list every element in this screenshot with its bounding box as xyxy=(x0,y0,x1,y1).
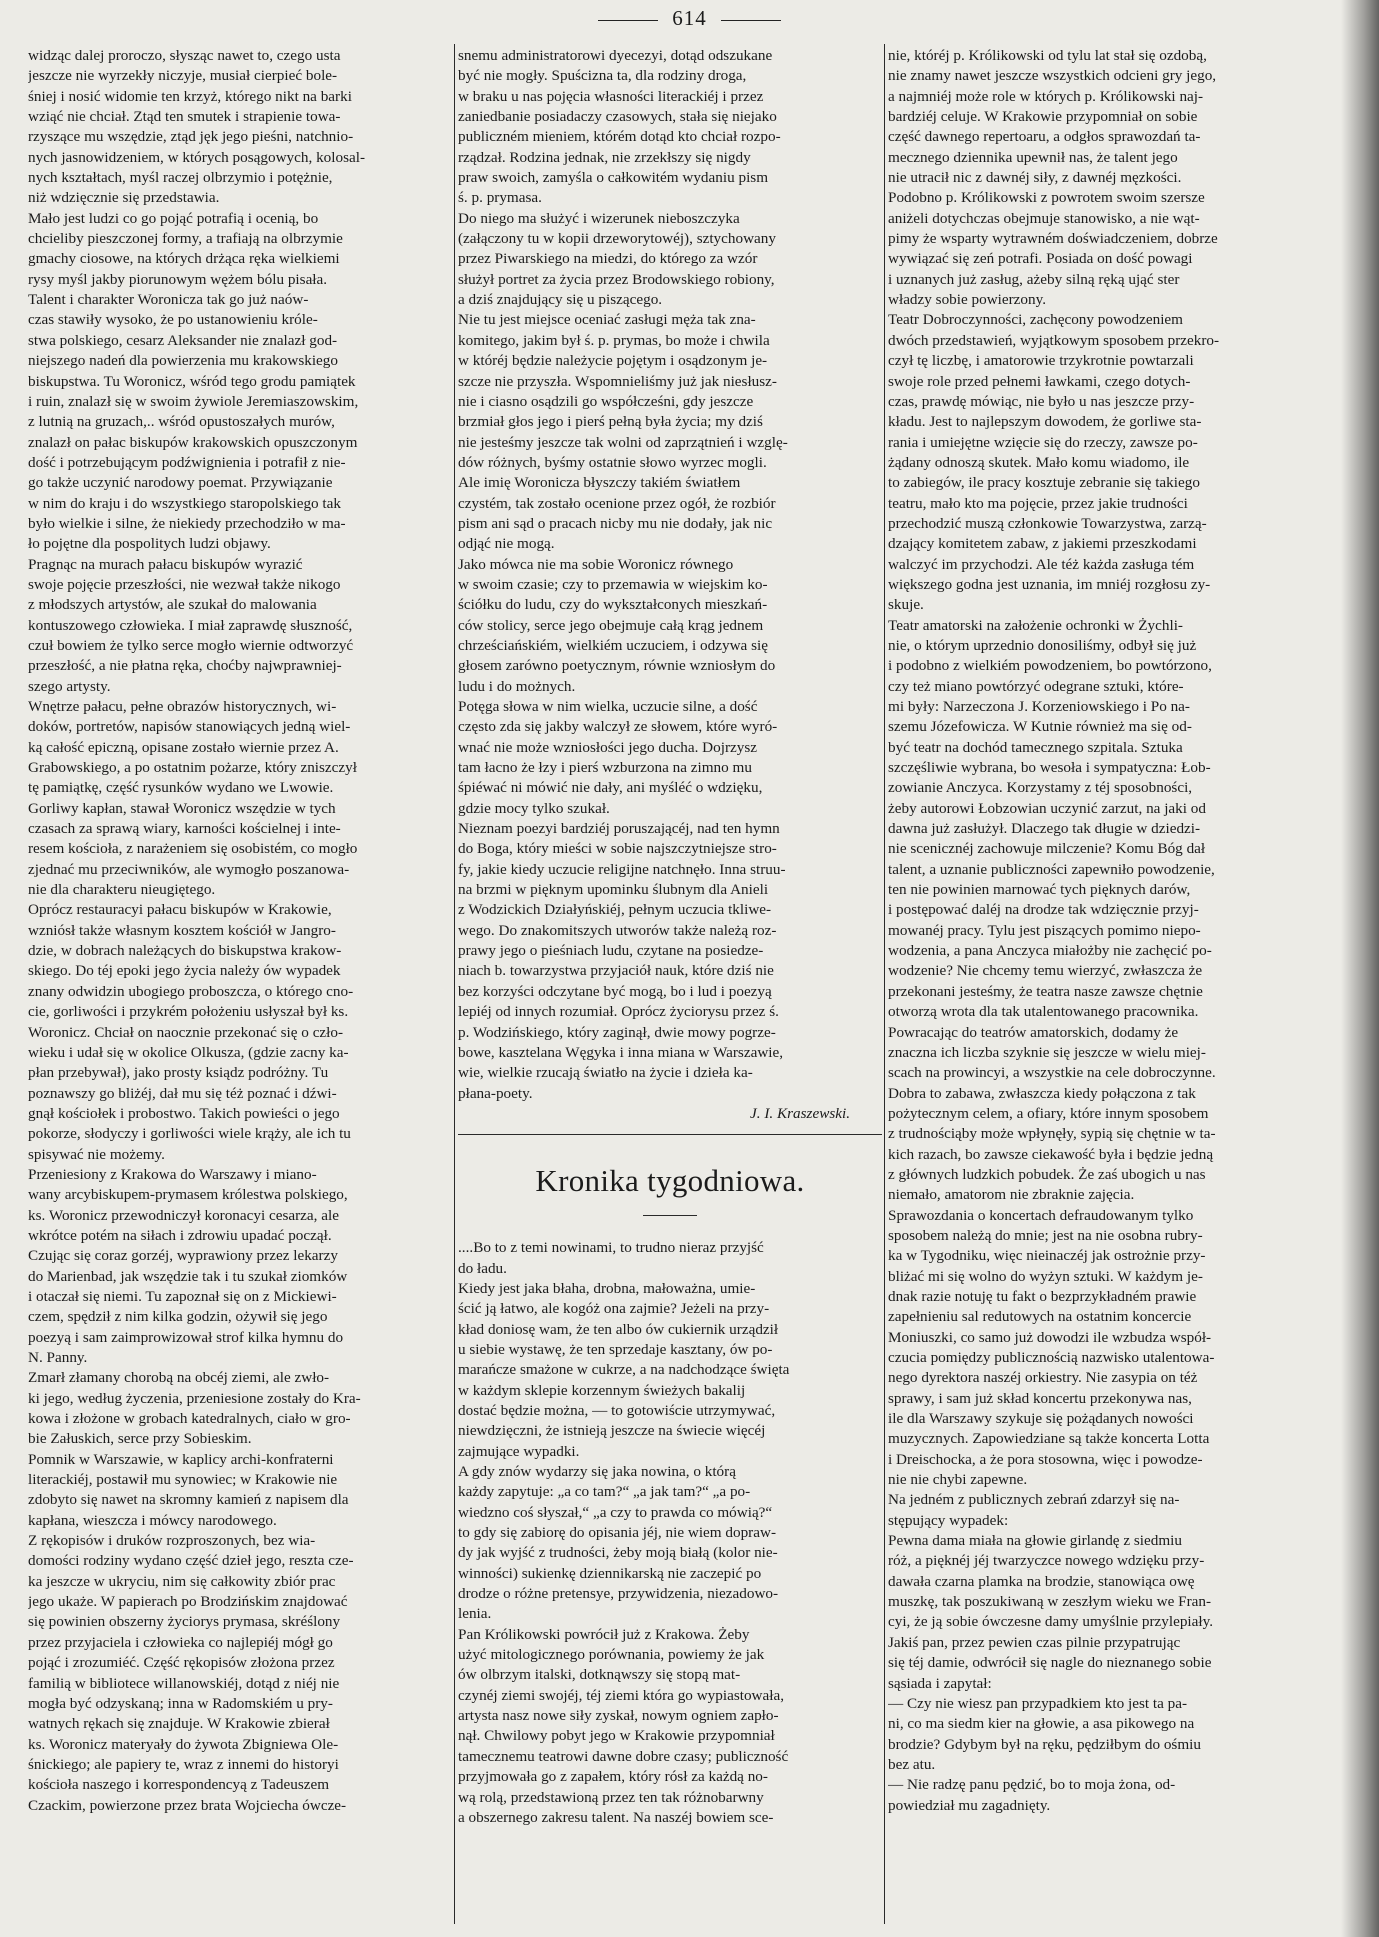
text-line: Talent i charakter Woronicza tak go już naów- xyxy=(28,291,309,309)
text-line: wodzenie? Nie chcemy temu wierzyć, zwłaszcza że xyxy=(888,962,1203,980)
text-line: z głównych ludzkich pobudek. Że zaś ubogich u nas xyxy=(888,1165,1206,1183)
text-line: być nie mogły. Spuścizna ta, dla rodziny droga, xyxy=(458,67,747,85)
text-line: Grabowskiego, a po ostatnim pożarze, który zniszczył xyxy=(28,759,357,777)
text-line: róż, a pięknéj jéj twarzyczce nowego wdzięku przy- xyxy=(888,1552,1205,1570)
page-number-right-dash xyxy=(721,20,781,21)
column-3 xyxy=(888,46,1314,1928)
text-line: stwa polskiego, cesarz Aleksander nie znalazł god- xyxy=(28,331,338,349)
text-line: zajmujące wypadki. xyxy=(458,1442,580,1460)
text-line: niach b. towarzystwa przyjaciół nauk, które dziś nie xyxy=(458,962,774,980)
text-line: wziąć nie chciał. Ztąd ten smutek i strapienie towa- xyxy=(28,108,341,126)
text-line: nie nie chybi zapewne. xyxy=(888,1471,1028,1489)
text-line: szcze nie przyszła. Wspomnieliśmy już jak niesłusz- xyxy=(458,372,777,390)
text-line: Jako mówca nie ma sobie Woronicz równego xyxy=(458,555,734,573)
text-line: Z rękopisów i druków rozproszonych, bez wia- xyxy=(28,1532,316,1550)
text-line: wkrótce potém na siłach i zdrowiu upadać począł. xyxy=(28,1226,332,1244)
text-line: chrześciańskiém, wielkiém uczuciem, i odzywa się xyxy=(458,636,768,654)
text-line: rysy myśl jakby piorunowym wężem bólu pisała. xyxy=(28,270,328,288)
text-line: kład doniosę wam, że ten albo ów cukiernik urządził xyxy=(458,1320,779,1338)
text-line: tę pamiątkę, część rysunków wydano we Lwowie. xyxy=(28,779,334,797)
text-line: ni, co ma siedm kier na głowie, a asa pikowego na xyxy=(888,1715,1195,1733)
text-line: biskupstwa. Tu Woronicz, wśród tego grodu pamiątek xyxy=(28,372,356,390)
text-line: Kiedy jest jaka błaha, drobna, małoważna, umie- xyxy=(458,1279,756,1297)
text-line: Woronicz. Chciał on naocznie przekonać się o czło- xyxy=(28,1023,344,1041)
text-line: Dobra to zabawa, zwłaszcza kiedy połączona z tak xyxy=(888,1084,1196,1102)
text-line: ile dla Warszawy szykuje się pożądanych nowości xyxy=(888,1410,1194,1428)
text-line: Potęga słowa w nim wielka, uczucie silne, a dość xyxy=(458,698,758,715)
text-line: przechodzić muszą członkowie Towarzystwa, zarzą- xyxy=(888,514,1207,532)
text-line: śpiéwać ni mówić nie dały, ani myśléć o wdzięku, xyxy=(458,779,763,797)
text-line: ką całość epiczną, opisane zostało wiernie przez A. xyxy=(28,738,339,756)
text-line: znany odwidzin ubogiego proboszcza, o którego cno- xyxy=(28,982,354,1000)
text-line: dy jak wyjść z trudności, żeby moją białą (kolor nie- xyxy=(458,1544,778,1562)
text-line: płan przebywał), jako prosty ksiądz podróżny. Tu xyxy=(28,1064,329,1082)
text-line: Gorliwy kapłan, stawał Woronicz wszędzie w tych xyxy=(28,799,336,817)
text-line: ka w Tygodniku, więc nieinaczéj jak ostrożnie przy- xyxy=(888,1247,1206,1265)
text-line: wzniósł także własnym kosztem kościół w Jangro- xyxy=(28,921,336,939)
text-line: pożytecznym celem, a ofiary, które innym sposobem xyxy=(888,1104,1209,1122)
text-line: służył portret za życia przez Brodowskiego robiony, xyxy=(458,270,775,288)
text-line: dzie, w dobrach należących do biskupstwa krakow- xyxy=(28,942,342,960)
text-line: Pan Królikowski powrócił już z Krakowa. Żeby xyxy=(458,1625,750,1643)
text-line: mowanéj pracy. Tylu jest piszących pomimo niepo- xyxy=(888,921,1201,939)
text-line: żądany odnoszą skutek. Mało komu wiadomo, ile xyxy=(888,453,1190,471)
column-divider-2 xyxy=(884,44,885,1924)
text-line: śniej i nosić widomie ten krzyż, którego nikt na barki xyxy=(28,87,352,105)
column-1 xyxy=(28,46,452,1928)
text-line: Mało jest ludzi co go pojąć potrafią i ocenią, bo xyxy=(28,209,319,227)
text-line: mecznego dziennika upewnił nas, że talent jego xyxy=(888,148,1178,166)
text-line: nie, o którym uprzednio donosiliśmy, odbył się już xyxy=(888,636,1197,654)
text-line: ów olbrzym italski, dotknąwszy się stopą mat- xyxy=(458,1666,741,1684)
text-line: niemało, amatorom nie zbraknie zajęcia. xyxy=(888,1186,1135,1204)
text-line: Pragnąc na murach pałacu biskupów wyrazić xyxy=(28,555,303,573)
text-line: pojąć i zrozumiéć. Część rękopisów złożona przez xyxy=(28,1654,335,1672)
text-line: wodzenia, a pana Anczyca miałożby nie zachęcić po- xyxy=(888,942,1212,960)
text-line: czy też miano powtórzyć odegrane sztuki, które- xyxy=(888,677,1184,695)
text-line: p. Wodzińskiego, który zaginął, dwie mowy pogrze- xyxy=(458,1023,776,1041)
text-line: bliżać mi się wolno do wyżyn sztuki. W każdym je- xyxy=(888,1267,1203,1285)
text-line: a najmniéj może role w których p. Królikowski naj- xyxy=(888,87,1204,105)
text-line: czynéj ziemi swojéj, téj ziemi która go wypiastowała, xyxy=(458,1686,785,1704)
text-line: gdzie mocy tylko szukał. xyxy=(458,799,610,817)
text-line: Przeniesiony z Krakowa do Warszawy i miano- xyxy=(28,1165,317,1183)
text-line: ks. Woronicz materyały do żywota Zbigniewa Ole- xyxy=(28,1735,339,1753)
text-line: to gdy się zabiorę do opisania jéj, nie wiem dopraw- xyxy=(458,1524,777,1542)
text-line: z młodszych artystów, ale szukał do malowania xyxy=(28,596,317,614)
text-line: chcieliby pieszczonej formy, a trafiają na olbrzymie xyxy=(28,230,343,248)
text-line: Ale imię Woronicza błyszczy takiém światłem xyxy=(458,474,741,492)
text-line: Oprócz restauracyi pałacu biskupów w Krakowie, xyxy=(28,901,332,919)
text-line: Pewna dama miała na głowie girlandę z siedmiu xyxy=(888,1532,1182,1550)
text-line: otworzą wrota dla tak utalentowanego pracownika. xyxy=(888,1003,1199,1021)
text-line: fy, jakie kiedy uczucie religijne natchnęło. Inna struu- xyxy=(458,860,786,878)
text-line: Jakiś pan, przez pewien czas pilnie przypatrując xyxy=(888,1633,1181,1651)
text-line: głosem zarówno poetycznym, równie wzniosłym do xyxy=(458,657,776,675)
text-line: przez przyjaciela i człowieka co najlepiéj mógł go xyxy=(28,1633,333,1651)
text-line: przeszłość, a nie płatna ręka, choćby najwprawniej- xyxy=(28,657,342,675)
text-line: rządzał. Rodzina jednak, nie zrzekłszy się nigdy xyxy=(458,148,751,166)
text-line: zowianie Anczyca. Korzystamy z téj sposobności, xyxy=(888,779,1193,797)
text-line: ców stolicy, serce jego obejmuje całą krąg jednem xyxy=(458,616,764,634)
text-line: drodze o różne pretensye, przywidzenia, niezadowo- xyxy=(458,1585,779,1603)
text-line: ten nie powinien marnować tych pięknych darów, xyxy=(888,881,1191,899)
text-line: gmachy ciosowe, na których drżąca ręka wielkiemi xyxy=(28,250,340,268)
text-line: bez korzyści odczytane być mogą, bo i lud i poezyą xyxy=(458,982,772,1000)
text-line: z trudnościąby może wpłynęły, sypią się chętnie w ta- xyxy=(888,1125,1216,1143)
text-line: kich razach, bo zawsze ciekawość była i będzie jedną xyxy=(888,1145,1214,1163)
text-line: swoje pojęcie przeszłości, nie wezwał także nikogo xyxy=(28,575,341,593)
text-line: do Boga, który mieści w sobie najszczytniejsze stro- xyxy=(458,840,777,858)
text-line: Czackim, powierzone przez brata Wojciecha ówcze- xyxy=(28,1796,347,1814)
text-line: kapłana, wieszcza i mówcy narodowego. xyxy=(28,1511,277,1529)
text-line: i uznanych już zasług, ażeby silną ręką ująć ster xyxy=(888,270,1180,288)
text-line: poznawszy go bliżéj, dał mu się téż poznać i dźwi- xyxy=(28,1084,337,1102)
text-line: (załączony tu w kopii drzeworytowéj), sztychowany xyxy=(458,230,776,248)
text-line: przez Piwarskiego na miedzi, do którego za wzór xyxy=(458,250,758,268)
text-line: marańcze smażone w cukrze, a na nadchodzące święta xyxy=(458,1361,790,1379)
text-line: się powinien obszerny życiorys prymasa, skréślony xyxy=(28,1613,341,1631)
text-line: czasach za sprawą wiary, karności kościelnej i inte- xyxy=(28,820,341,838)
text-line: Sprawozdania o koncertach defraudowanym tylko xyxy=(888,1206,1194,1224)
text-line: i Dreischocka, a że pora stosowna, więc i powodze- xyxy=(888,1450,1203,1468)
text-line: bardziéj celuje. W Krakowie przypomniał on sobie xyxy=(888,108,1198,126)
text-line: wany arcybiskupem-prymasem królestwa polskiego, xyxy=(28,1186,348,1204)
text-line: Teatr amatorski na założenie ochronki w Żychli- xyxy=(888,616,1183,634)
text-line: w nim do kraju i do wszystkiego staropolskiego tak xyxy=(28,494,341,512)
text-line: Wnętrze pałacu, pełne obrazów historycznych, wi- xyxy=(28,698,337,715)
text-line: N. Panny. xyxy=(28,1349,88,1366)
column-2 xyxy=(458,46,882,1928)
text-line: nie scenicznéj zachowuje milczenie? Komu Bóg dał xyxy=(888,840,1206,858)
text-line: w każdym sklepie korzennym świeżych bakalij xyxy=(458,1381,746,1399)
text-line: lepiéj od innych rozumiał. Oprócz życiorysu przez ś. xyxy=(458,1003,779,1021)
text-line: muszkę, tak poszukiwaną w zeszłym wieku we Fran- xyxy=(888,1593,1212,1611)
text-line: ka jeszcze w ukryciu, nim się całkowity zbiór prac xyxy=(28,1572,336,1590)
text-line: znaczna ich liczba szyknie się jeszcze w wielu miej- xyxy=(888,1043,1206,1061)
chronicle-headline: Kronika tygodniowa. xyxy=(535,1163,805,1199)
text-line: kowa i złożone w grobach katedralnych, ciało w gro- xyxy=(28,1410,351,1428)
text-line: wie, wielkie rzucają światło na życie i dzieła ka- xyxy=(458,1064,753,1082)
text-line: zjednać mu przeciwników, ale wymogło poszanowa- xyxy=(28,860,350,878)
text-line: ś. p. prymasa. xyxy=(458,189,542,207)
page-number xyxy=(0,6,1379,31)
text-line: artysta nasz nowe siły zyskał, nowym ogniem zapło- xyxy=(458,1707,779,1725)
text-line: aniżeli dotychczas obejmuje stanowisko, a nie wąt- xyxy=(888,209,1200,227)
text-line: część dawnego repertoaru, a odgłos sprawozdań ta- xyxy=(888,128,1201,146)
text-line: teatru, mało kto ma pojęcie, przez jakie trudności xyxy=(888,494,1188,512)
text-line: bie Załuskich, serce przy Sobieskim. xyxy=(28,1430,252,1448)
text-line: dostać będzie można, — to gotowiście utrzymywać, xyxy=(458,1401,776,1419)
text-line: ks. Woronicz przewodniczył koronacyi cesarza, ale xyxy=(28,1206,339,1224)
text-line: dwóch przedstawień, wyjątkowym sposobem przekro- xyxy=(888,331,1220,349)
text-line: wego. Do znakomitszych utworów także należą roz- xyxy=(458,921,777,939)
text-line: z Wodzickich Działyńskiéj, pełnym uczucia tkliwe- xyxy=(458,901,772,919)
text-line: Nie tu jest miejsce oceniać zasługi męża tak zna- xyxy=(458,311,756,329)
text-line: Zmarł złamany chorobą na obcéj ziemi, ale zwło- xyxy=(28,1369,330,1387)
text-line: nął. Chwilowy pobyt jego w Krakowie przypomniał xyxy=(458,1727,775,1745)
text-line: sposobem należą do mnie; jest na nie osobna rubry- xyxy=(888,1226,1203,1244)
text-line: gnął kościołek i probostwo. Takich powieści o jego xyxy=(28,1104,340,1122)
text-line: A gdy znów wydarzy się jaka nowina, o którą xyxy=(458,1463,736,1480)
text-line: do Marienbad, jak wszędzie tak i tu szukał ziomków xyxy=(28,1267,348,1285)
text-line: czas stawiły wysoko, że po ustanowieniu króle- xyxy=(28,311,318,329)
text-line: mogła być odzyskaną; inna w Radomskiém u pry- xyxy=(28,1694,333,1712)
text-line: szemu Józefowicza. W Kutnie również ma się od- xyxy=(888,718,1192,736)
text-line: nie jesteśmy jeszcze tak wolni od zaprzątnień i wzglę- xyxy=(458,433,788,451)
text-line: winności) sukienkę dziennikarską nie zaczepić po xyxy=(458,1564,762,1582)
text-line: nie i ciasno osądzili go współcześni, gdy jeszcze xyxy=(458,392,754,410)
text-line: nego dyrektora naszéj orkiestry. Nie zasypia on téż xyxy=(888,1369,1198,1387)
text-line: familią w bibliotece willanowskiéj, dotąd z niéj nie xyxy=(28,1674,340,1692)
text-line: Nieznam poezyi bardziéj poruszającéj, nad ten hymn xyxy=(458,820,780,838)
page-number-left-dash xyxy=(598,20,658,21)
text-line: skuje. xyxy=(888,596,924,614)
text-line: w braku u nas pojęcia własności literackiéj i przez xyxy=(458,87,764,105)
text-line: widząc dalej proroczo, słysząc nawet to, czego usta xyxy=(28,47,341,64)
text-line: snemu administratorowi dyecezyi, dotąd odszukane xyxy=(458,47,773,64)
text-line: w któréj będzie należycie pojętym i osądzonym je- xyxy=(458,352,768,370)
text-line: czystém, tak zostało ocenione przez ogół, że rozbiór xyxy=(458,494,776,512)
text-line: niejszego nadeń dla powierzenia mu krakowskiego xyxy=(28,352,338,370)
text-line: do ładu. xyxy=(458,1259,507,1277)
text-line: odjąć nie mogą. xyxy=(458,535,555,553)
text-line: i postępować daléj na drodze tak wdzięcznie przyj- xyxy=(888,901,1199,919)
text-line: skiego. Do téj epoki jego życia należy ów wypadek xyxy=(28,962,341,980)
text-line: i podobno z wielkiém powodzeniem, bo powtórzono, xyxy=(888,657,1212,675)
text-line: — Czy nie wiesz pan przypadkiem kto jest ta pa- xyxy=(888,1694,1188,1712)
chronicle-text xyxy=(458,1238,882,1828)
text-line: dawała czarna plamka na brodzie, stanowiąca owę xyxy=(888,1572,1195,1590)
text-line: w swoim czasie; czy to przemawia w wiejskim ko- xyxy=(458,575,768,593)
text-line: czas, prawdę mówiąc, nie było u nas jeszcze przy- xyxy=(888,392,1195,410)
text-line: nie dla charakteru nieugiętego. xyxy=(28,881,216,899)
text-line: i ruin, znalazł się w swoim żywiole Jeremiaszowskim, xyxy=(28,392,359,410)
text-line: Pomnik w Warszawie, w kaplicy archi-konfraterni xyxy=(28,1450,334,1468)
text-line: watnych rękach się znajduje. W Krakowie zbierał xyxy=(28,1715,330,1733)
text-line: wą rolą, przedstawioną przez ten tak różnobarwny xyxy=(458,1788,764,1806)
text-line: Teatr Dobroczynności, zachęcony powodzeniem xyxy=(888,311,1183,329)
text-line: resem kościoła, z narażeniem się osobistém, co mogło xyxy=(28,840,358,858)
text-line: przyjmowała go z zapałem, który rósł za każdą no- xyxy=(458,1768,768,1786)
text-line: talent, a uznanie publiczności zapewniło powodzenie, xyxy=(888,860,1215,878)
text-line: nych kształtach, myśl raczej olbrzymio i potężnie, xyxy=(28,169,333,187)
text-line: domości rodziny wydano część dzieł jego, reszta cze- xyxy=(28,1552,354,1570)
text-line: walczyć im przychodzi. Ale téż każda zasługa tém xyxy=(888,555,1195,573)
text-line: niewdzięczni, że istnieją jeszcze na świecie więcéj xyxy=(458,1422,766,1440)
text-line: przekonani jesteśmy, że teatra nasze zawsze chętnie xyxy=(888,982,1203,1000)
text-line: tam łacno że łzy i pierś wzburzona na zimno mu xyxy=(458,759,752,777)
text-line: powiedział mu zagadnięty. xyxy=(888,1796,1051,1814)
text-line: ściółku do ludu, czy do wykształconych mieszkań- xyxy=(458,596,768,614)
text-line: szego artysty. xyxy=(28,677,111,695)
text-line: swoje role przed pełnemi ławkami, czego dotych- xyxy=(888,372,1191,390)
text-line: dnak razie notuję tu fakt o bezprzykładném prawie xyxy=(888,1287,1197,1305)
text-line: kontuszowego człowieka. I miał zaprawdę słuszność, xyxy=(28,616,353,634)
text-line: dzający komitetem zabaw, z jakiemi przeszkodami xyxy=(888,535,1197,553)
text-line: ludu i do możnych. xyxy=(458,677,576,695)
text-line: znalazł on pałac biskupów krakowskich opuszczonym xyxy=(28,433,358,451)
text-line: czem, spędził z nim kilka godzin, ożywił się jego xyxy=(28,1308,328,1326)
text-line: czył tę liczbę, i amatorowie trzykrotnie powtarzali xyxy=(888,352,1194,370)
text-line: Do niego ma służyć i wizerunek nieboszczyka xyxy=(458,209,740,227)
text-line: zapełnieniu sal redutowych na ostatnim koncercie xyxy=(888,1308,1192,1326)
text-line: nych jasnowidzeniem, w których posągowych, kolosal- xyxy=(28,148,366,166)
text-line: brodzie? Gdybym był na ręku, pędziłbym do ośmiu xyxy=(888,1735,1201,1753)
text-line: ło pojętne dla pospolitych ludzi objawy. xyxy=(28,535,271,553)
text-line: Podobno p. Królikowski z powrotem swoim szersze xyxy=(888,189,1205,207)
text-line: go także uczynić narodowy poemat. Przywiązanie xyxy=(28,474,333,492)
text-line: tamecznemu teatrowi dawne dobre czasy; publiczność xyxy=(458,1747,789,1765)
text-line: brzmiał głos jego i pierś pełną była życia; my dziś xyxy=(458,413,763,431)
text-line: dawna już zasłużył. Dlaczego tak długie w dziedzi- xyxy=(888,820,1201,838)
text-line: czucia pomiędzy publicznością nazwisko utalentowa- xyxy=(888,1349,1215,1366)
text-line: nie, któréj p. Królikowski od tylu lat stał się ozdobą, xyxy=(888,47,1207,64)
page-edge-shadow xyxy=(1341,0,1379,1937)
text-line: cie, gorliwości i przykrém położeniu usłyszał był ks. xyxy=(28,1003,349,1021)
text-line: a dziś znajdujący się u piszącego. xyxy=(458,291,663,309)
article-signature: J. I. Kraszewski. xyxy=(750,1104,850,1122)
text-line: dość i potrzebującym podźwignienia i potrafił z nie- xyxy=(28,453,346,471)
text-line: ....Bo to z temi nowinami, to trudno nieraz przyjść xyxy=(458,1239,764,1257)
text-line: nie znamy nawet jeszcze wszystkich odcieni gry jego, xyxy=(888,67,1217,85)
text-line: wieku i udał się w okolice Olkusza, (gdzie zacny ka- xyxy=(28,1043,349,1061)
text-line: sąsiada i zapytał: xyxy=(888,1674,992,1692)
text-line: u siebie wystawę, że ten sprzedaje kasztany, ów po- xyxy=(458,1340,773,1358)
text-line: muzycznych. Zapowiedziane są także koncerta Lotta xyxy=(888,1430,1210,1448)
text-line: i otaczał się niemi. Tu zapoznał się on z Mickiewi- xyxy=(28,1287,337,1305)
text-line: kładu. Jest to najlepszym dowodem, że gorliwe sta- xyxy=(888,413,1202,431)
text-line: było wielkie i silne, że niekiedy przechodziło w ma- xyxy=(28,514,346,532)
text-line: szczęśliwie wybrana, bo wesoła i sympatyczna: Łob- xyxy=(888,759,1211,777)
text-line: bez atu. xyxy=(888,1755,936,1773)
text-line: praw swoich, zamyśla o całkowitém wydaniu pism xyxy=(458,169,769,187)
text-line: na brzmi w pięknym upominku ślubnym dla Anieli xyxy=(458,881,769,899)
text-line: stępujący wypadek: xyxy=(888,1511,1009,1529)
text-line: wnać nie może wzniosłości jego ducha. Dojrzysz xyxy=(458,738,758,756)
text-line: publiczném mieniem, którém dotąd kto chciał rozpo- xyxy=(458,128,781,146)
text-line: pism ani sąd o pracach nicby mu nie dodały, jak nic xyxy=(458,514,773,532)
text-line: niż wdzięcznie się przedstawia. xyxy=(28,189,220,207)
text-line: mi były: Narzeczona J. Korzeniowskiego i Po na- xyxy=(888,698,1190,715)
text-line: większego godna jest uznania, im mniéj rozgłosu zy- xyxy=(888,575,1211,593)
text-line: Powracając do teatrów amatorskich, dodamy że xyxy=(888,1023,1179,1041)
text-line: Czując się coraz gorzéj, wyprawiony przez lekarzy xyxy=(28,1247,338,1265)
text-line: pokorze, słodyczy i gorliwości wiele krąży, ale ich tu xyxy=(28,1125,351,1143)
text-line: a obszernego zakresu talent. Na naszéj bowiem sce- xyxy=(458,1808,774,1826)
text-line: komitego, jakim był ś. p. prymas, bo może i chwila xyxy=(458,331,770,349)
text-line: wywiązać się zeń potrafi. Posiada on dość powagi xyxy=(888,250,1193,268)
headline-rule xyxy=(643,1215,697,1216)
page-number-text: 614 xyxy=(672,6,707,30)
text-line: poezyą i sam zaimprowizował strof kilka hymnu do xyxy=(28,1328,344,1346)
text-line: użyć mitologicznego porównania, powiemy że jak xyxy=(458,1646,765,1664)
column-divider-1 xyxy=(454,44,455,1924)
text-line: władzy sobie powierzony. xyxy=(888,291,1047,309)
text-line: spisywać nie możemy. xyxy=(28,1145,165,1163)
text-line: żeby autorowi Łobzowian uczynić zarzut, na jaki od xyxy=(888,799,1206,817)
text-line: sprawy, i sam już skład koncertu przekonywa nas, xyxy=(888,1389,1192,1407)
text-line: scach na prowincyi, a wszystkie na cele dobroczynne. xyxy=(888,1064,1216,1082)
text-line: czuł bowiem że tylko serce mogło wiernie odtworzyć xyxy=(28,636,354,654)
text-line: rzyszące mu wszędzie, ztąd jęk jego pieśni, natchnio- xyxy=(28,128,354,146)
article-continuation xyxy=(458,46,882,1104)
text-line: zdobyto się nawet na skromny kamień z napisem dla xyxy=(28,1491,349,1509)
text-line: ki jego, według życzenia, przeniesione zostały do Kra- xyxy=(28,1389,361,1407)
text-line: Na jedném z publicznych zebrań zdarzył się na- xyxy=(888,1491,1180,1509)
text-line: prawy jego o pieśniach ludu, czytane na posiedze- xyxy=(458,942,764,960)
text-line: być teatr na dochód tamecznego szpitala. Sztuka xyxy=(888,738,1183,756)
text-line: płana-poety. xyxy=(458,1084,533,1102)
text-line: pimy że wsparty wytrawném doświadczeniem, dobrze xyxy=(888,230,1218,248)
text-line: lenia. xyxy=(458,1605,492,1623)
text-line: rania i umiejętne wzięcie się do rzeczy, zawsze po- xyxy=(888,433,1198,451)
text-line: zaniedbanie posiadaczy czasowych, stała się niejako xyxy=(458,108,777,126)
text-line: śnickiego; ale papiery te, wraz z innemi do historyi xyxy=(28,1755,339,1773)
text-line: jeszcze nie wyrzekły niczyje, musiał cierpieć bole- xyxy=(28,67,338,85)
text-line: wiedzno coś słyszał,“ „a czy to prawda co mówią?“ xyxy=(458,1503,773,1521)
text-line: dów różnych, byśmy ostatnie słowo wyrzec mogli. xyxy=(458,453,767,471)
text-line: ścić ją łatwo, ale kogóż ona zajmie? Jeżeli na przy- xyxy=(458,1300,770,1318)
text-line: każdy zapytuje: „a co tam?“ „a jak tam?“ „a po- xyxy=(458,1483,751,1501)
text-line: jego ukaże. W papierach po Brodzińskim znajdować xyxy=(28,1593,348,1611)
text-line: — Nie radzę panu pędzić, bo to moja żona, od- xyxy=(888,1776,1176,1794)
text-line: literackiéj, postawił mu synowiec; w Krakowie nie xyxy=(28,1471,338,1489)
text-line: Moniuszki, co samo już dowodzi ile wzbudza współ- xyxy=(888,1328,1212,1346)
text-line: to zabiegów, ile pracy kosztuje zebranie się takiego xyxy=(888,474,1200,492)
text-line: bowe, kasztelana Węgyka i inna miana w Warszawie, xyxy=(458,1043,784,1061)
text-line: nie utracił nic z dawnéj siły, z dawnéj męzkości. xyxy=(888,169,1182,187)
section-divider xyxy=(458,1134,882,1135)
text-line: kościoła naszego i korrespondencyą z Tadeuszem xyxy=(28,1776,330,1794)
text-line: często zda się jakby walczył ze słowem, które wyró- xyxy=(458,718,778,736)
text-line: z lutnią na gruzach,.. wśród opustoszałych murów, xyxy=(28,413,335,431)
text-line: doków, portretów, napisów stanowiących jedną wiel- xyxy=(28,718,351,736)
text-line: cyi, że ją sobie ówczesne damy umyślnie przylepiały. xyxy=(888,1613,1214,1631)
text-line: się téj damie, odwrócił się nagle do nieznanego sobie xyxy=(888,1654,1212,1672)
